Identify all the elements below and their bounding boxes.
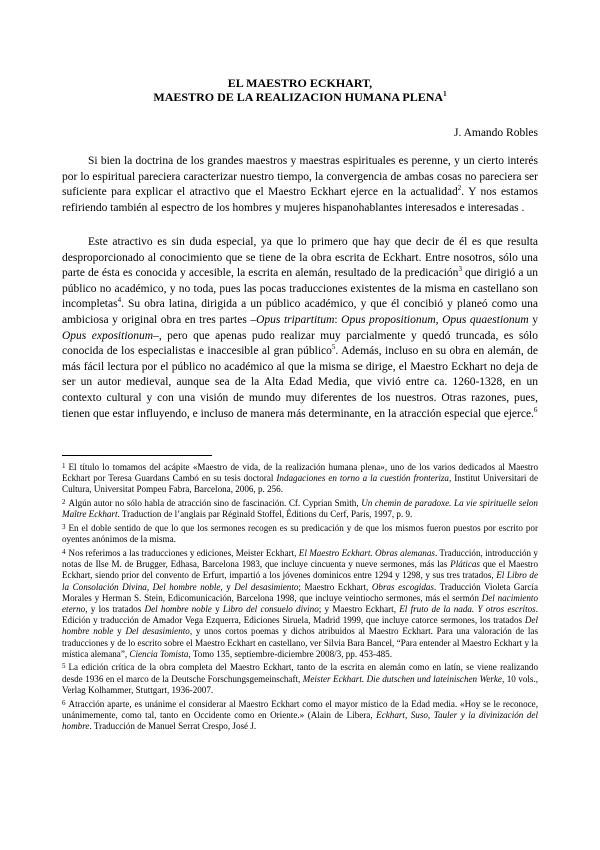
text-run: El título lo tomamos del acápite «Maestro de vida, de la realización humana plena», uno de los varios dedicados al Maestro Eckhart por Teresa Guardans Cambó en su tesis doctoral bbox=[62, 462, 538, 484]
italic-text: El Maestro Eckhart. Obras alemanas bbox=[298, 547, 435, 558]
text-run: y bbox=[528, 313, 539, 326]
text-run: , 10 vols., Verlag Kolhammer, Stuttgart, 1936-2007. bbox=[62, 673, 539, 695]
footnote-ref: 3 bbox=[458, 265, 462, 274]
footnote-number: 3 bbox=[62, 523, 66, 532]
text-run: . Su obra latina, dirigida a un público académico, y que él concibió y planeó como una ambiciosa y original obra en tres partes – bbox=[62, 298, 538, 326]
footnote-text bbox=[62, 523, 538, 544]
text-run: Si bien la doctrina de los grandes maestros y maestras espirituales es perenne, y un cierto interés por lo espiritual pareciera caracterizar nuestro tiempo, la convergencia de ambas cosas no pareciera ser suficiente para explicar el atractivo que el Maestro Eckhart ejerce en la actualidad bbox=[62, 155, 538, 199]
footnote-6 bbox=[62, 698, 538, 733]
text-run: , Institut Universitari de Cultura, Universitat Pompeu Fabra, Barcelona, 2006, p. 256. bbox=[62, 473, 538, 495]
italic-text: Del desasimiento bbox=[125, 626, 190, 637]
text-run: . Traducción de Manuel Serrat Crespo, José J. bbox=[89, 720, 257, 731]
footnote-text bbox=[62, 699, 538, 731]
footnote-number: 6 bbox=[62, 698, 66, 707]
footnote-separator bbox=[62, 455, 212, 456]
footnote-text bbox=[62, 498, 538, 519]
italic-text: Eckhart, Suso, Tauler y la divinización del hombre bbox=[62, 709, 538, 731]
text-run: ; Maestro Eckhart, bbox=[298, 581, 372, 592]
footnote-number: 1 bbox=[62, 462, 66, 470]
footnote-ref: 6 bbox=[533, 405, 538, 414]
title-line-2-text: MAESTRO DE LA REALIZACION HUMANA PLENA bbox=[153, 90, 444, 104]
footnote-4 bbox=[62, 547, 538, 660]
text-run: y bbox=[113, 626, 126, 637]
paragraph-2-text bbox=[62, 235, 538, 422]
footnote-ref: 5 bbox=[331, 343, 336, 352]
text-run: , y los tratados bbox=[85, 603, 145, 614]
footnote-3 bbox=[62, 522, 538, 545]
italic-text: Obras escogidas bbox=[371, 581, 434, 592]
title-line-1 bbox=[60, 76, 540, 90]
title-line-1-text: EL MAESTRO ECKHART, bbox=[227, 76, 373, 90]
text-run: ; y Maestro Eckhart, bbox=[318, 603, 400, 614]
footnotes bbox=[62, 461, 538, 734]
paragraph-2 bbox=[62, 235, 538, 422]
footnote-2 bbox=[62, 497, 538, 520]
paragraph-1-text bbox=[62, 154, 538, 216]
footnote-1 bbox=[62, 461, 538, 496]
text-run: : bbox=[334, 313, 342, 326]
italic-text: El fruto de la nada. Y otros escritos bbox=[399, 603, 536, 614]
footnote-number: 5 bbox=[62, 662, 66, 671]
text-run: En el doble sentido de que lo que los sermones recogen es su predicación y de que los mismos fueron puestos por escrito por oyentes anónimos de la misma. bbox=[62, 523, 538, 545]
text-run: Este atractivo es sin duda especial, ya que lo primero que hay que decir de él es que resulta desproporcionado al conocimiento que se tiene de la obra escrita de Eckhart. Entre nosotros, sólo una parte de ésta es conocida y accesible, la escrita en alemán, resultado de la predicación bbox=[62, 236, 538, 280]
italic-text: El Libro de la Consolación Divina, Del hombre noble bbox=[62, 570, 538, 592]
italic-text: Indagaciones en torno a la cuestión fronteriza bbox=[276, 473, 449, 484]
italic-text: Un chemin de paradoxe. La vie spirituelle selon Maître Eckhart bbox=[62, 498, 538, 520]
text-run: . Traducción Violeta García Morales y Herman S. Stein, Edicomunicación, Barcelona 1998, que incluye veintiocho sermones, más el sermón bbox=[62, 581, 538, 603]
text-run: y bbox=[211, 603, 223, 614]
text-run: . Traduction de l’anglais par Réginald Stoffel, Éditions du Cerf, París, 1997, p. 9. bbox=[117, 509, 413, 520]
footnote-number: 4 bbox=[62, 547, 66, 556]
italic-text: Opus tripartitum bbox=[256, 313, 335, 326]
footnote-5 bbox=[62, 661, 538, 696]
title-footnote-ref: 1 bbox=[443, 90, 447, 98]
footnote-ref: 4 bbox=[117, 296, 122, 305]
text-run: que el Maestro Eckhart, siendo prior del convento de Erfurt, impartió a los jóvenes dominicos entre 1294 y 1298, y sus tres tratados, bbox=[62, 559, 538, 581]
italic-text: Libro del consuelo divino bbox=[222, 603, 319, 614]
italic-text: Ciencia Tomista bbox=[129, 648, 189, 659]
text-run: . Y nos estamos refiriendo también al espectro de los hombres y mujeres hispanohablantes interesados e interesadas . bbox=[62, 186, 538, 214]
footnote-number: 2 bbox=[62, 498, 66, 507]
text-run: . Edición y traducción de Amador Vega Ezquerra, Ediciones Siruela, Madrid 1999, que incluye catorce sermones, los tratados bbox=[62, 603, 538, 626]
text-run: . Además, incluso en su obra en alemán, de más fácil lectura por el público no académico al que la misma se dirige, el Maestro Eckhart no deja de ser un autor medieval, aunque sea de la Alta Edad Media, que vivió entre ca. 1260-1328, en un contexto cultural y con una visión de mundo muy diferentes de los nuestros. Otras razones, pues, tienen que estar influyendo, e incluso de manera más determinante, en la atracción especial que ejerce. bbox=[62, 345, 538, 420]
text-run: que dirigió a un público no académico, y no toda, pues las pocas traducciones existentes de la misma en castellano son incompletas bbox=[62, 267, 539, 311]
title-line-2 bbox=[60, 90, 540, 104]
author: J. Amando Robles bbox=[453, 127, 538, 139]
text-run: , y bbox=[220, 581, 235, 592]
italic-text: Del hombre noble bbox=[62, 615, 538, 637]
italic-text: Del desasimiento bbox=[234, 581, 299, 592]
text-run: Algún autor no sólo habla de atracción sino de fascinación. Cf. Cyprian Smith, bbox=[68, 498, 362, 509]
footnote-text bbox=[62, 662, 538, 694]
text-run: , Tomo 135, septiembre-diciembre 2008/3, pp. 453-485. bbox=[188, 648, 392, 659]
italic-text: Del hombre noble bbox=[144, 603, 212, 614]
text-run: . Traducción, introducción y notas de Ilse M. de Brugger, Edhasa, Barcelona 1983, que incluye cincuenta y nueve sermones, más las bbox=[62, 547, 538, 570]
paragraph-1 bbox=[62, 154, 538, 216]
text-run: La edición crítica de la obra completa del Maestro Eckhart, tanto de la escrita en alemán como en latín, se viene realizando desde 1936 en el marco de la Deutsche Forschungsgemeinschaft, bbox=[62, 662, 538, 684]
italic-text: Opus expositionum bbox=[62, 329, 154, 342]
text-run: –, pero que apenas pudo realizar muy parcialmente y quedó truncada, es sólo conocida de los especialistas e inaccesible al gran público bbox=[62, 329, 538, 358]
text-run: , y unos cortos poemas y dichos atribuidos al Maestro Eckhart. Para una valoración de las traducciones y de lo escrito sobre el Maestro Eckhart en castellano, ver Silvia Bara Bancel, “Para entender al Maestro Eckhart y la mística alemana”, bbox=[62, 626, 538, 659]
italic-text: Opus propositionum, Opus quaestionum bbox=[341, 313, 529, 326]
footnote-ref: 2 bbox=[457, 184, 462, 193]
footnote-text bbox=[62, 548, 538, 659]
italic-text: Meister Eckhart. Die dutschen und lateinischen Werke bbox=[302, 673, 502, 684]
text-run: Nos referimos a las traducciones y ediciones, Meister Eckhart, bbox=[68, 547, 299, 558]
italic-text: Del nacimiento eterno bbox=[62, 592, 538, 614]
footnote-text bbox=[62, 462, 538, 494]
italic-text: Pláticas bbox=[450, 559, 480, 570]
text-run: Atracción aparte, es unánime el considerar al Maestro Eckhart como el mayor místico de la Edad media. «Hoy se le reconoce, unánimemente, como tal, tanto en Occidente como en Oriente.» (Alain de Libera, bbox=[62, 698, 538, 720]
